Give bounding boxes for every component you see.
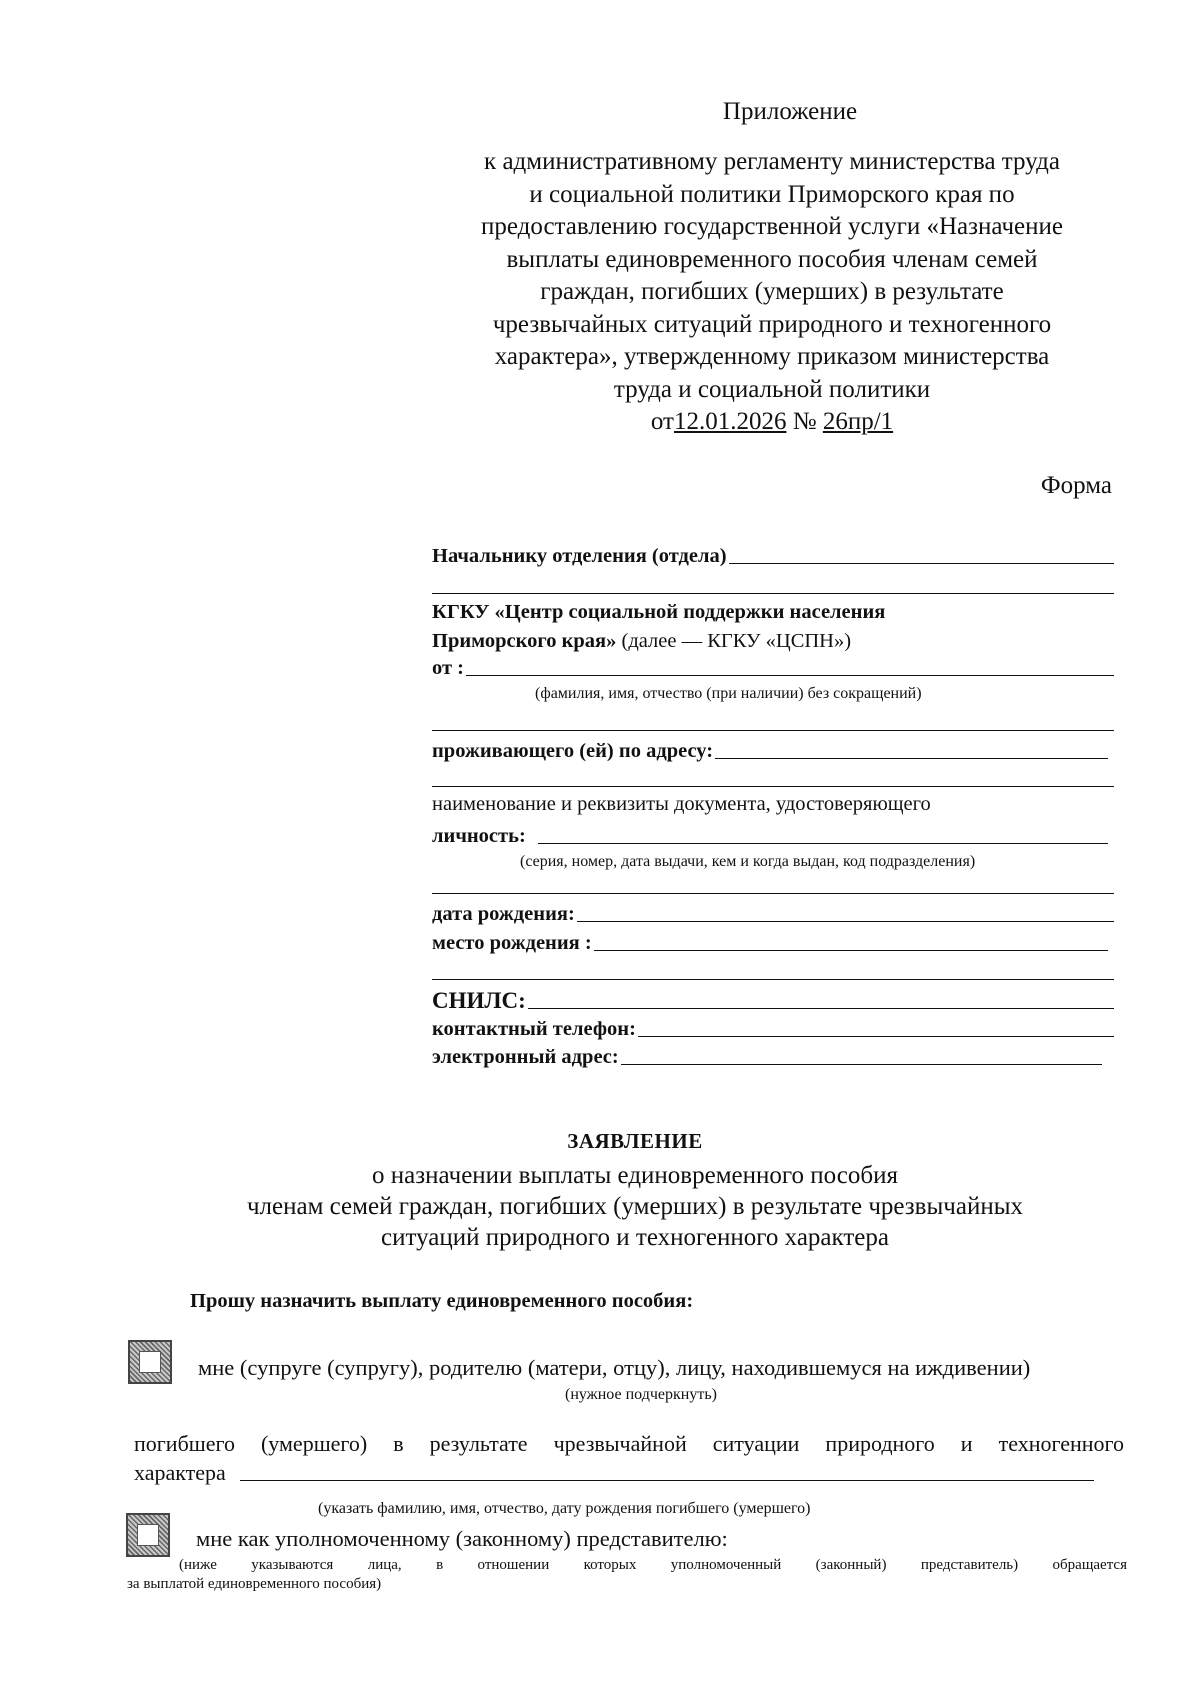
- snils-input-line[interactable]: [528, 1008, 1114, 1009]
- address-field[interactable]: [432, 735, 1114, 763]
- subtitle-line: ситуаций природного и техногенного характера: [381, 1224, 889, 1251]
- order-number: 26пр/1: [822, 408, 894, 435]
- phone-label: контактный телефон:: [432, 1018, 636, 1040]
- head-label: Начальнику отделения (отдела): [432, 545, 727, 567]
- form-label: Форма: [1040, 472, 1112, 499]
- phone-input-line[interactable]: [638, 1036, 1114, 1037]
- annex-text: [432, 146, 1112, 439]
- order-prefix: от: [650, 408, 674, 435]
- annex-line: труда и социальной политики: [613, 375, 931, 403]
- from-input-line-2[interactable]: [432, 730, 1114, 731]
- phone-field[interactable]: [432, 1013, 1114, 1041]
- org-line-2-bold: Приморского края»: [432, 630, 617, 652]
- head-input-line-2[interactable]: [432, 593, 1114, 594]
- email-label: электронный адрес:: [432, 1046, 619, 1068]
- address-label: проживающего (ей) по адресу:: [432, 740, 714, 762]
- order-reference: [432, 406, 1112, 439]
- doc-label-line-2: личность:: [432, 825, 526, 847]
- deceased-field[interactable]: [134, 1460, 1094, 1486]
- from-hint: (фамилия, имя, отчество (при наличии) без сокращений): [535, 685, 922, 702]
- deceased-label: характера: [134, 1460, 226, 1485]
- birth-place-input-line-2[interactable]: [432, 979, 1114, 980]
- birth-date-input-line[interactable]: [577, 921, 1114, 922]
- annex-line: характера», утвержденному приказом министерства: [494, 343, 1050, 370]
- email-input-line[interactable]: [621, 1064, 1102, 1065]
- address-input-line-2[interactable]: [432, 786, 1114, 787]
- statement-subtitle: [160, 1160, 1110, 1253]
- snils-label: СНИЛС:: [432, 988, 526, 1013]
- option-representative-hint: [127, 1556, 1127, 1594]
- org-line-1: КГКУ «Центр социальной поддержки населения: [432, 601, 886, 623]
- option-self-checkbox[interactable]: [128, 1340, 172, 1384]
- option-representative-checkbox[interactable]: [126, 1513, 170, 1557]
- hint-line-1: (ниже указываются лица, в отношении которых уполномоченный (законный) представитель) обращается: [179, 1557, 1127, 1573]
- id-document-input-line[interactable]: [538, 843, 1108, 844]
- birth-date-label: дата рождения:: [432, 903, 575, 925]
- deceased-text: погибшего (умершего) в результате чрезвычайной ситуации природного и техногенного: [134, 1431, 1124, 1456]
- birth-place-input-line[interactable]: [594, 950, 1108, 951]
- option-representative-label: мне как уполномоченному (законному) представителю:: [196, 1526, 728, 1551]
- request-text: Прошу назначить выплату единовременного пособия:: [190, 1290, 694, 1312]
- head-input-line[interactable]: [729, 563, 1114, 564]
- annex-line: к административному регламенту министерства труда: [484, 148, 1060, 175]
- birth-date-field[interactable]: [432, 898, 1114, 926]
- birth-place-field[interactable]: [432, 927, 1114, 955]
- org-line-2-rest: (далее — КГКУ «ЦСПН»): [616, 630, 852, 652]
- id-document-input-line-2[interactable]: [432, 893, 1114, 894]
- option-self-hint: (нужное подчеркнуть): [565, 1386, 717, 1403]
- email-field[interactable]: [432, 1041, 1114, 1069]
- option-self-label: мне (супруге (супругу), родителю (матери, отцу), лицу, находившемуся на иждивении): [198, 1355, 1031, 1380]
- deceased-input-line[interactable]: [240, 1480, 1094, 1481]
- annex-line: граждан, погибших (умерших) в результате: [540, 278, 1004, 305]
- birth-place-label: место рождения :: [432, 932, 592, 954]
- address-input-line[interactable]: [715, 758, 1108, 759]
- annex-line: чрезвычайных ситуаций природного и техногенного: [492, 310, 1052, 338]
- snils-field[interactable]: [432, 982, 1114, 1014]
- id-document-field[interactable]: [432, 820, 1114, 848]
- doc-label-line-1: наименование и реквизиты документа, удостоверяющего: [432, 793, 931, 815]
- annex-line: и социальной политики Приморского края по: [529, 180, 1015, 208]
- from-field[interactable]: [432, 652, 1114, 680]
- order-date: 12.01.2026: [673, 408, 787, 435]
- annex-line: предоставлению государственной услуги «Назначение: [480, 213, 1064, 240]
- subtitle-line: о назначении выплаты единовременного пособия: [372, 1162, 898, 1189]
- subtitle-line: членам семей граждан, погибших (умерших) в результате чрезвычайных: [246, 1193, 1024, 1220]
- from-input-line[interactable]: [466, 675, 1114, 676]
- hint-line-2: за выплатой единовременного пособия): [127, 1576, 382, 1592]
- deceased-hint: (указать фамилию, имя, отчество, дату рождения погибшего (умершего): [318, 1500, 811, 1517]
- head-field[interactable]: [432, 540, 1114, 568]
- order-number-sign: №: [786, 408, 823, 435]
- id-document-hint: (серия, номер, дата выдачи, кем и когда выдан, код подразделения): [520, 853, 976, 870]
- statement-title: ЗАЯВЛЕНИЕ: [567, 1129, 703, 1153]
- from-label: от :: [432, 657, 465, 679]
- annex-title: Приложение: [722, 98, 858, 125]
- organization-name: [432, 598, 1114, 656]
- annex-line: выплаты единовременного пособия членам семей: [506, 245, 1038, 273]
